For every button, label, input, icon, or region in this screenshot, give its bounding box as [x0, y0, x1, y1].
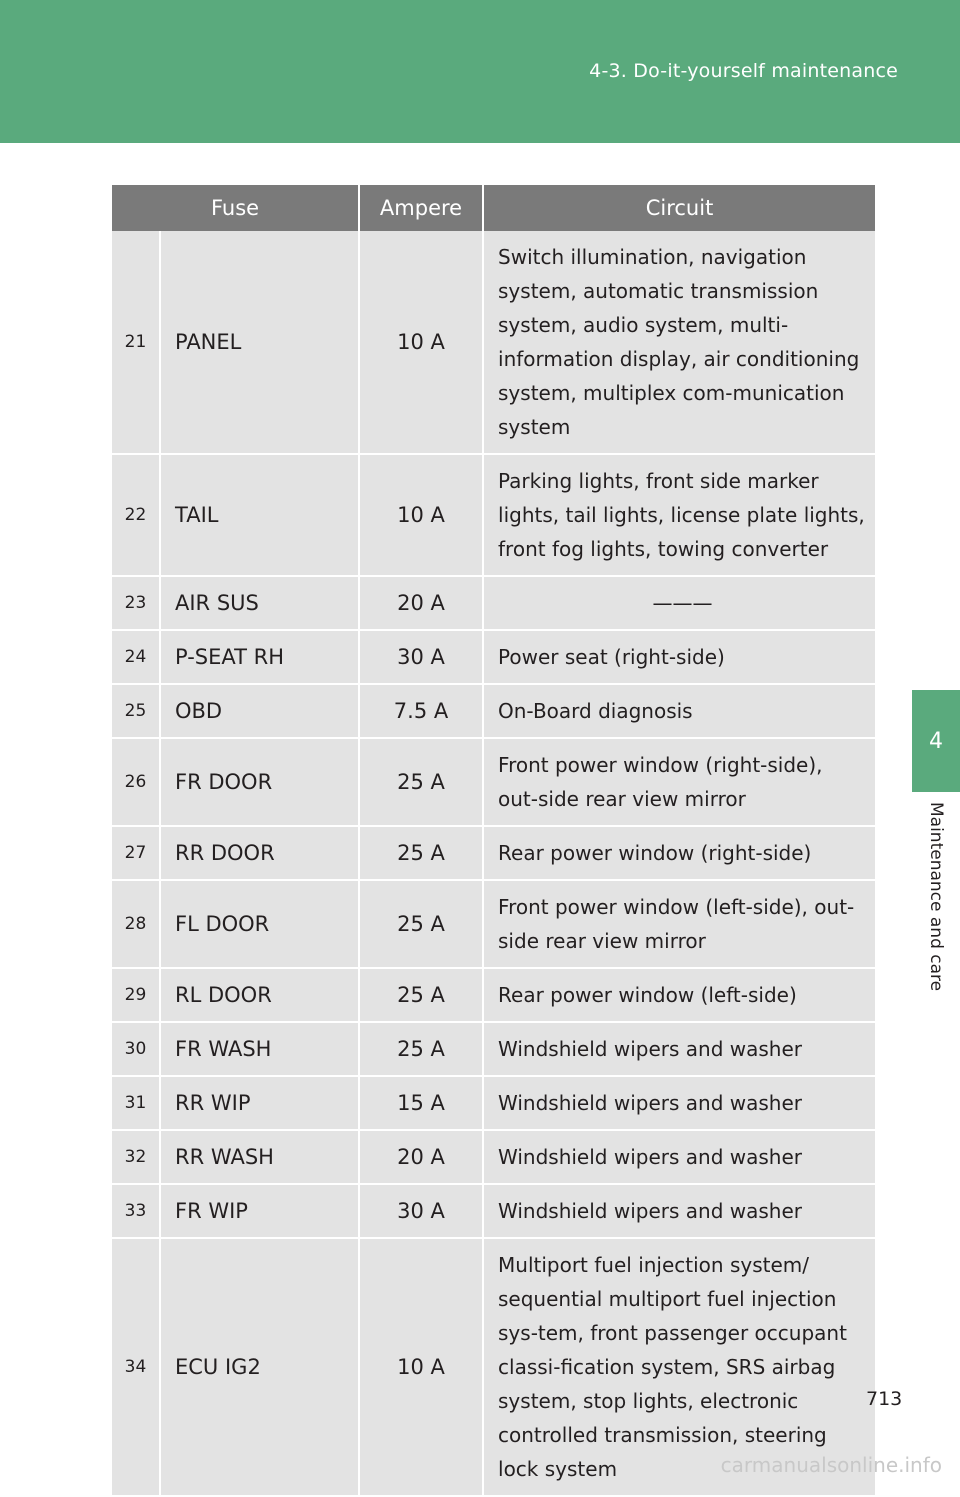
fuse-ampere: 30 A: [359, 1184, 483, 1238]
column-header-ampere: Ampere: [359, 185, 483, 231]
fuse-name: FR WASH: [160, 1022, 359, 1076]
fuse-name: FL DOOR: [160, 880, 359, 968]
fuse-name: FR WIP: [160, 1184, 359, 1238]
fuse-circuit: Windshield wipers and washer: [483, 1184, 875, 1238]
fuse-circuit: On-Board diagnosis: [483, 684, 875, 738]
fuse-circuit: Rear power window (right-side): [483, 826, 875, 880]
fuse-number: 24: [112, 630, 160, 684]
table-header-row: [112, 185, 875, 231]
fuse-circuit: Multiport fuel injection system/ sequential multiport fuel injection sys-tem, front passenger occupant classi-fication system, SRS airbag system, stop lights, electronic controlled transmission, steering lock system: [483, 1238, 875, 1496]
table-row: [112, 1022, 875, 1076]
fuse-ampere: 20 A: [359, 1130, 483, 1184]
fuse-number: 30: [112, 1022, 160, 1076]
table-row: [112, 1076, 875, 1130]
table-row: [112, 968, 875, 1022]
fuse-ampere: 10 A: [359, 454, 483, 576]
fuse-circuit: Windshield wipers and washer: [483, 1076, 875, 1130]
fuse-name: P-SEAT RH: [160, 630, 359, 684]
page-number: 713: [866, 1388, 903, 1410]
fuse-number: 23: [112, 576, 160, 630]
chapter-label: [912, 802, 960, 1022]
fuse-circuit: Parking lights, front side marker lights, tail lights, license plate lights, front fog lights, towing converter: [483, 454, 875, 576]
fuse-number: 29: [112, 968, 160, 1022]
fuse-ampere: 10 A: [359, 1238, 483, 1496]
fuse-ampere: 25 A: [359, 738, 483, 826]
fuse-ampere: 25 A: [359, 968, 483, 1022]
fuse-ampere: 30 A: [359, 630, 483, 684]
table-row: [112, 826, 875, 880]
fuse-ampere: 25 A: [359, 826, 483, 880]
fuse-ampere: 10 A: [359, 231, 483, 454]
fuse-circuit: Front power window (right-side), out-side rear view mirror: [483, 738, 875, 826]
fuse-name: OBD: [160, 684, 359, 738]
fuse-number: 26: [112, 738, 160, 826]
fuse-name: RR WASH: [160, 1130, 359, 1184]
table-row: [112, 231, 875, 454]
fuse-circuit: Switch illumination, navigation system, automatic transmission system, audio system, multi-information display, air conditioning system, multiplex com-munication system: [483, 231, 875, 454]
fuse-circuit: Windshield wipers and washer: [483, 1130, 875, 1184]
table-row: [112, 1184, 875, 1238]
fuse-circuit: Power seat (right-side): [483, 630, 875, 684]
chapter-tab: [912, 690, 960, 792]
fuse-ampere: 15 A: [359, 1076, 483, 1130]
fuse-name: RR WIP: [160, 1076, 359, 1130]
chapter-label-text: Maintenance and care: [926, 802, 946, 992]
fuse-number: 31: [112, 1076, 160, 1130]
column-header-fuse: Fuse: [112, 185, 359, 231]
fuse-name: AIR SUS: [160, 576, 359, 630]
fuse-circuit: Rear power window (left-side): [483, 968, 875, 1022]
table-row: [112, 630, 875, 684]
fuse-ampere: 20 A: [359, 576, 483, 630]
fuse-number: 21: [112, 231, 160, 454]
watermark: carmanualsonline.info: [720, 1453, 942, 1477]
fuse-name: RL DOOR: [160, 968, 359, 1022]
fuse-ampere: 25 A: [359, 880, 483, 968]
fuse-number: 25: [112, 684, 160, 738]
fuse-circuit: ———: [483, 576, 875, 630]
table-row: [112, 738, 875, 826]
fuse-ampere: 7.5 A: [359, 684, 483, 738]
table-row: [112, 880, 875, 968]
section-header: [0, 0, 960, 143]
fuse-number: 22: [112, 454, 160, 576]
table-row: [112, 576, 875, 630]
fuse-number: 33: [112, 1184, 160, 1238]
fuse-circuit: Windshield wipers and washer: [483, 1022, 875, 1076]
fuse-name: TAIL: [160, 454, 359, 576]
table-row: [112, 684, 875, 738]
fuse-ampere: 25 A: [359, 1022, 483, 1076]
fuse-name: PANEL: [160, 231, 359, 454]
column-header-circuit: Circuit: [483, 185, 875, 231]
fuse-number: 34: [112, 1238, 160, 1496]
fuse-table: [112, 185, 875, 1497]
chapter-number: 4: [929, 728, 943, 754]
fuse-name: FR DOOR: [160, 738, 359, 826]
fuse-name: RR DOOR: [160, 826, 359, 880]
fuse-number: 32: [112, 1130, 160, 1184]
fuse-number: 27: [112, 826, 160, 880]
section-title: 4-3. Do-it-yourself maintenance: [589, 60, 898, 82]
table-row: [112, 454, 875, 576]
fuse-circuit: Front power window (left-side), out-side rear view mirror: [483, 880, 875, 968]
table-row: [112, 1130, 875, 1184]
fuse-number: 28: [112, 880, 160, 968]
fuse-name: ECU IG2: [160, 1238, 359, 1496]
